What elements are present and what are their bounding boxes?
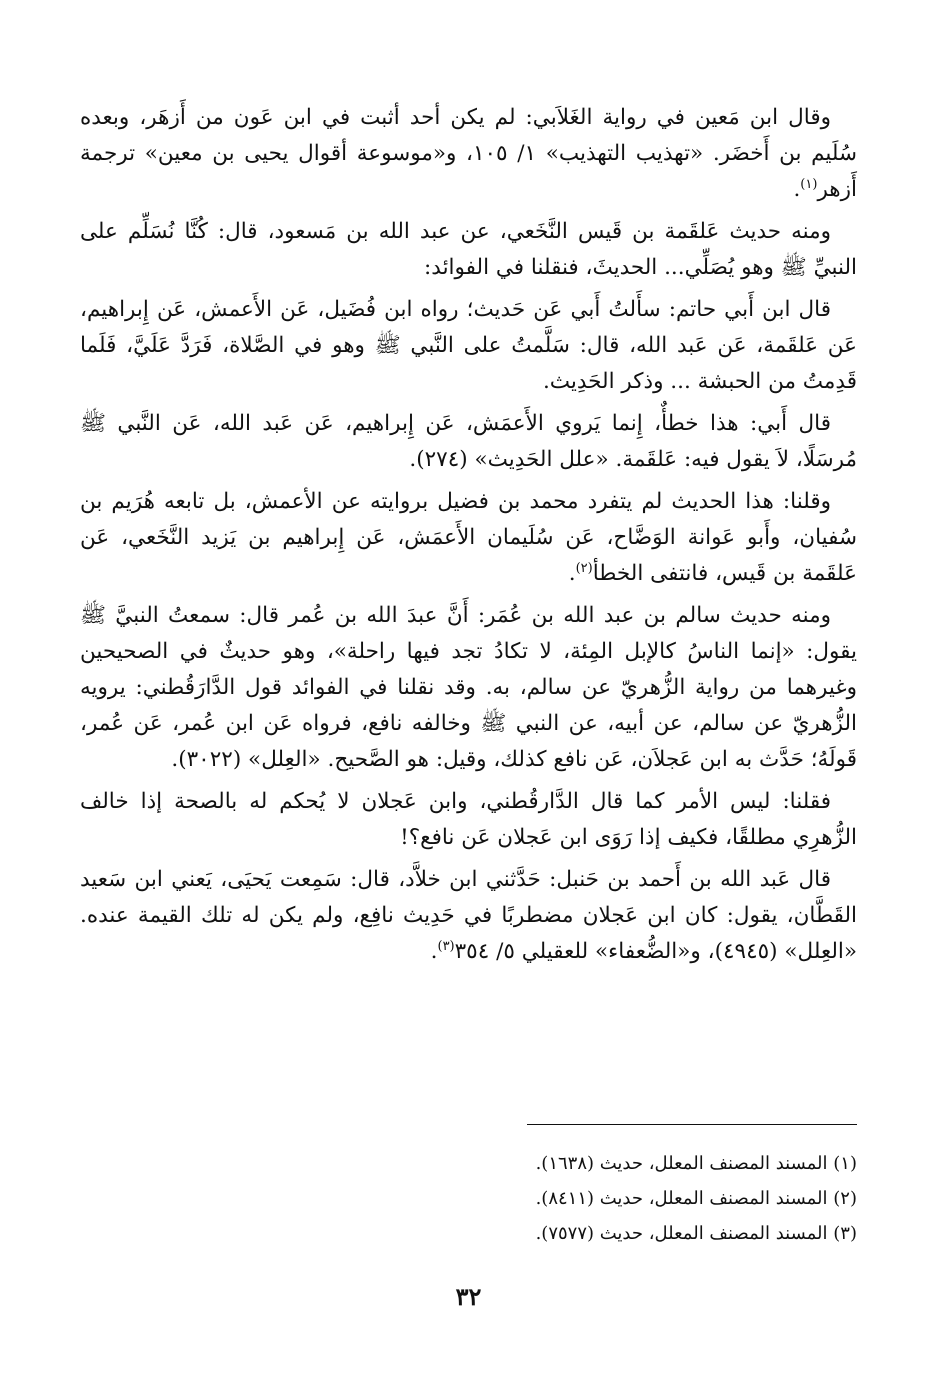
footnote-marker: (٢) (575, 560, 593, 576)
paragraph-text: ومنه حديث عَلقَمة بن قَيس النَّخَعي، عن عبد الله بن مَسعود، قال: كُنَّا نُسَلِّم على النبيِّ ﷺ وهو يُصَلِّي... الحديثَ، فنقلنا في الفوائد: (80, 219, 857, 280)
paragraph-text: وقال ابن مَعين في رواية الغَلاَبي: لم يكن أحد أثبت في ابن عَون من أَزهَر، وبعده سُلَيم بن أَخضَر. «تهذيب التهذيب» ١/ ١٠٥، و«موسوعة أقوال يحيى بن معين» ترجمة أَزهر (80, 105, 858, 202)
paragraph-text: ومنه حديث سالم بن عبد الله بن عُمَر: أَنَّ عبدَ الله بن عُمر قال: سمعتُ النبيَّ ﷺ يقول: «إنما الناسُ كالإبل المِئة، لا تكادُ تجد فيها راحلة»، وهو حديثٌ في الصحيحين وغيرهما من رواية الزُّهريّ عن سالم، به. وقد نقلنا في الفوائد قول الدَّارَقُطني: يرويه الزُّهريّ عن سالم، عن أبيه، عن النبي ﷺ وخالفه نافع، فرواه عَن ابن عُمر، عَن عُمر، قَولَهُ؛ حَدَّث به ابن عَجلاَن، عَن نافع كذلك، وقيل: هو الصَّحيح. «العِلل» (٣٠٢٢). (80, 603, 857, 772)
paragraph-end: . (568, 561, 576, 586)
main-text (80, 100, 857, 976)
paragraph-7 (80, 784, 857, 856)
paragraph-3 (80, 292, 857, 400)
paragraph-text: فقلنا: ليس الأمر كما قال الدَّارقُطني، وابن عَجلان لا يُحكم له بالصحة إذا خالف الزُّهرِي مطلقًا، فكيف إذا رَوَى ابن عَجلان عَن نافع؟! (80, 789, 857, 850)
footnote-divider (527, 1124, 857, 1125)
paragraph-end: . (793, 177, 801, 202)
paragraph-text: قال ابن أَبي حاتم: سأَلتُ أَبي عَن حَديث؛ رواه ابن فُضَيل، عَن الأَعمش، عَن إِبراهيم، عَن عَلقَمة، عَن عَبد الله، قال: سَلَّمتُ على النَّبي ﷺ وهو في الصَّلاة، فَرَدَّ عَلَيَّ، فَلَما قَدِمتُ من الحبشة ... وذكر الحَدِيث. (80, 297, 857, 394)
paragraph-2 (80, 214, 857, 286)
footnote-3: (٣) المسند المصنف المعلل، حديث (٧٥٧٧). (535, 1223, 857, 1244)
footnote-marker: (١) (800, 176, 818, 192)
paragraph-8 (80, 862, 857, 970)
paragraph-6 (80, 598, 857, 778)
paragraph-text: قال أَبي: هذا خطأٌ، إِنما يَروي الأَعمَش، عَن إِبراهيم، عَن عَبد الله، عَن النَّبي ﷺ مُرسَلًا، لاَ يقول فيه: عَلقَمة. «علل الحَدِيث» (٢٧٤). (80, 411, 857, 472)
footnote-2: (٢) المسند المصنف المعلل، حديث (٨٤١١). (535, 1188, 857, 1209)
footnote-marker: (٣) (437, 938, 455, 954)
footnote-1: (١) المسند المصنف المعلل، حديث (١٦٣٨). (535, 1153, 857, 1174)
paragraph-1 (80, 100, 857, 208)
page-number: ٣٢ (455, 1282, 482, 1311)
paragraph-text: قال عَبد الله بن أَحمد بن حَنبل: حَدَّثني ابن خلاَّد، قال: سَمِعت يَحيَى، يَعني ابن سَعيد القَطَّان، يقول: كان ابن عَجلان مضطربًا في حَدِيث نافِع، ولم يكن له تلك القيمة عنده. «العِلل» (٤٩٤٥)، و«الضُّعفاء» للعقيلي ٥/ ٣٥٤ (80, 867, 857, 964)
footnotes (80, 1146, 857, 1251)
paragraph-5 (80, 484, 857, 592)
paragraph-text: وقلنا: هذا الحديث لم يتفرد محمد بن فضيل بروايته عن الأعمش، بل تابعه هُرَيم بن سُفيان، وأَبو عَوانة الوَضَّاح، عَن سُلَيمان الأَعمَش، عَن إِبراهيم بن يَزيد النَّخَعي، عَن عَلقَمة بن قَيس، فانتفى الخطأ (80, 489, 857, 586)
paragraph-end: . (430, 939, 438, 964)
paragraph-4 (80, 406, 857, 478)
